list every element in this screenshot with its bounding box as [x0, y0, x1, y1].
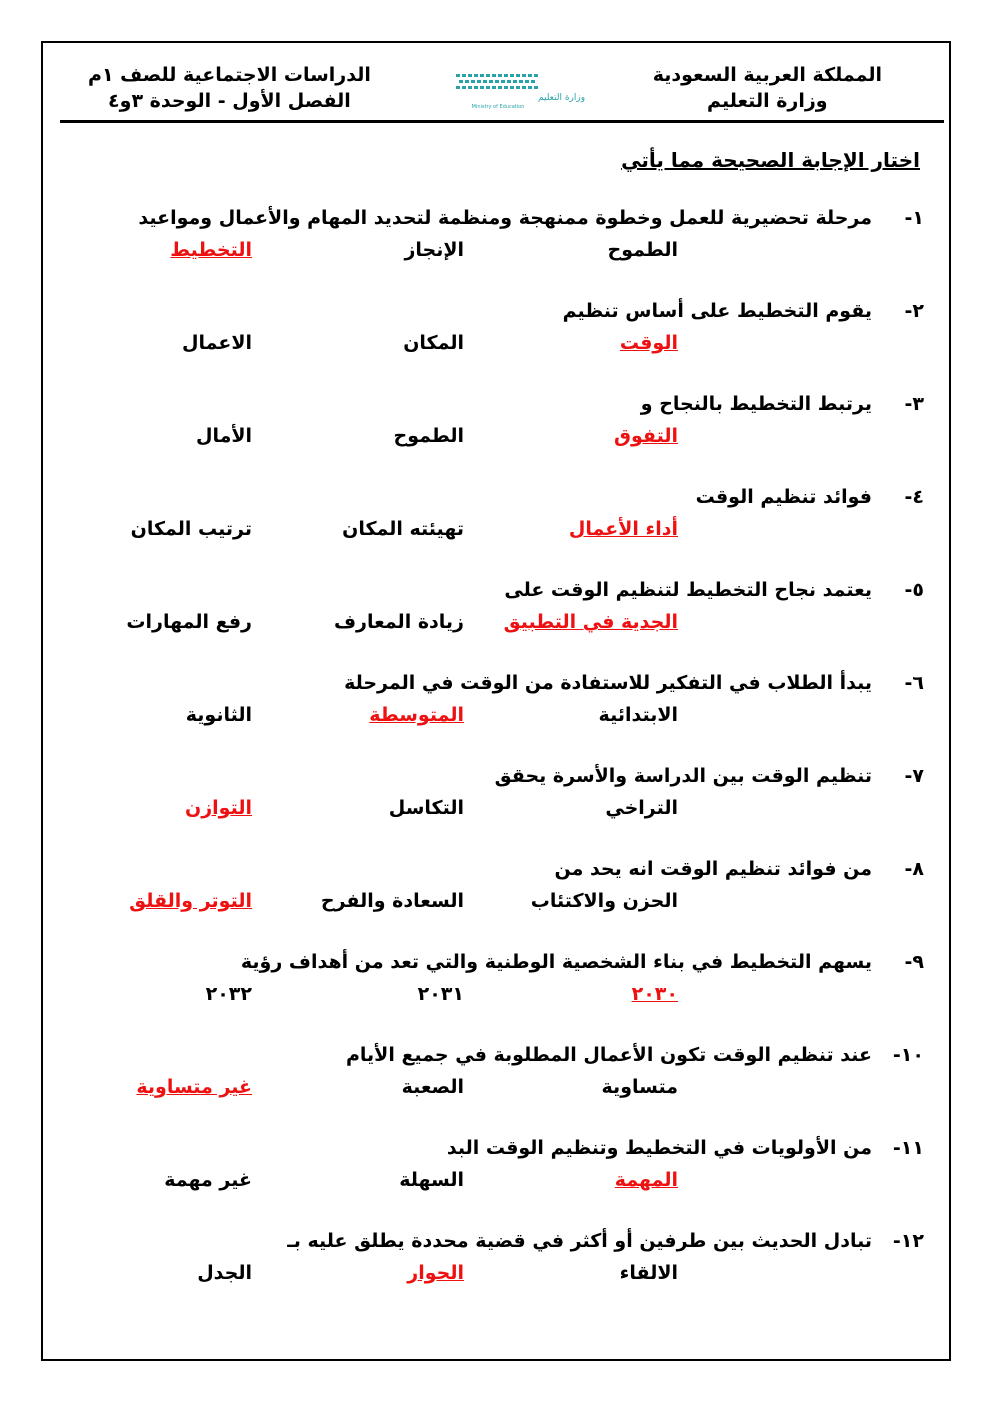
- question-number: ٢-: [904, 300, 924, 322]
- correct-answer-option[interactable]: غير متساوية: [136, 1076, 252, 1098]
- answer-option[interactable]: الطموح: [607, 239, 678, 261]
- question-item: [60, 765, 924, 845]
- logo-english-text: Ministry of Education: [471, 104, 525, 110]
- header-left: [88, 62, 371, 114]
- question-number: ٦-: [904, 672, 924, 694]
- answer-option[interactable]: تهيئته المكان: [342, 518, 464, 540]
- correct-answer-option[interactable]: التوتر والقلق: [129, 890, 252, 912]
- correct-answer-option[interactable]: ٢٠٣٠: [631, 983, 678, 1005]
- question-number: ١١-: [892, 1137, 924, 1159]
- question-number: ٨-: [904, 858, 924, 880]
- question-item: [60, 1230, 924, 1310]
- answer-option[interactable]: الأمال: [195, 425, 252, 447]
- answer-option[interactable]: الطموح: [393, 425, 464, 447]
- answer-option[interactable]: الالقاء: [619, 1262, 678, 1284]
- question-item: [60, 1044, 924, 1124]
- answer-option[interactable]: الحزن والاكتئاب: [530, 890, 678, 912]
- answer-option[interactable]: الصعبة: [401, 1076, 464, 1098]
- question-number: ٥-: [904, 579, 924, 601]
- question-number: ١-: [904, 207, 924, 229]
- question-item: [60, 393, 924, 473]
- question-text: مرحلة تحضيرية للعمل وخطوة ممنهجة ومنظمة لتحديد المهام والأعمال ومواعيد: [138, 207, 872, 229]
- correct-answer-option[interactable]: التفوق: [614, 425, 678, 447]
- question-item: [60, 951, 924, 1031]
- instruction-title: اختار الإجابة الصحيحة مما يأتي: [621, 148, 920, 172]
- question-number: ١٠-: [892, 1044, 924, 1066]
- question-text: يرتبط التخطيط بالنجاح و: [640, 393, 872, 415]
- ministry-title: وزارة التعليم: [707, 90, 828, 112]
- question-text: يقوم التخطيط على أساس تنظيم: [562, 300, 872, 322]
- question-text: تبادل الحديث بين طرفين أو أكثر في قضية محددة يطلق عليه بـ: [287, 1230, 872, 1252]
- correct-answer-option[interactable]: التوازن: [185, 797, 252, 819]
- answer-option[interactable]: الابتدائية: [598, 704, 678, 726]
- question-text: من الأولويات في التخطيط وتنظيم الوقت البد: [446, 1137, 872, 1159]
- question-text: يسهم التخطيط في بناء الشخصية الوطنية والتي تعد من أهداف رؤية: [240, 951, 872, 973]
- question-number: ٣-: [904, 393, 924, 415]
- correct-answer-option[interactable]: التخطيط: [170, 239, 252, 261]
- answer-option[interactable]: ٢٠٣١: [417, 983, 464, 1005]
- question-item: [60, 207, 924, 287]
- answer-option[interactable]: الاعمال: [182, 332, 252, 354]
- correct-answer-option[interactable]: المتوسطة: [369, 704, 464, 726]
- answer-option[interactable]: زيادة المعارف: [333, 611, 464, 633]
- header-right: [653, 62, 882, 114]
- question-text: فوائد تنظيم الوقت: [695, 486, 872, 508]
- correct-answer-option[interactable]: المهمة: [614, 1169, 678, 1191]
- question-text: تنظيم الوقت بين الدراسة والأسرة يحقق: [494, 765, 872, 787]
- answer-option[interactable]: التكاسل: [388, 797, 464, 819]
- question-item: [60, 858, 924, 938]
- logo-arabic-text: وزارة التعليم: [538, 93, 586, 103]
- answer-option[interactable]: رفع المهارات: [126, 611, 252, 633]
- answer-option[interactable]: السهلة: [399, 1169, 464, 1191]
- answer-option[interactable]: متساوية: [601, 1076, 678, 1098]
- answer-option[interactable]: الجدل: [197, 1262, 252, 1284]
- answer-option[interactable]: السعادة والفرح: [320, 890, 464, 912]
- question-item: [60, 579, 924, 659]
- kingdom-title: المملكة العربية السعودية: [652, 64, 882, 86]
- question-text: من فوائد تنظيم الوقت انه يحد من: [554, 858, 872, 880]
- answer-option[interactable]: التراخي: [605, 797, 678, 819]
- answer-option[interactable]: ٢٠٣٢: [205, 983, 252, 1005]
- question-item: [60, 300, 924, 380]
- correct-answer-option[interactable]: الوقت: [619, 332, 678, 354]
- question-text: يعتمد نجاح التخطيط لتنظيم الوقت على: [504, 579, 872, 601]
- answer-option[interactable]: الإنجاز: [404, 239, 464, 261]
- correct-answer-option[interactable]: الجدية في التطبيق: [503, 611, 678, 633]
- question-text: عند تنظيم الوقت تكون الأعمال المطلوبة في جميع الأيام: [345, 1044, 872, 1066]
- question-number: ٤-: [904, 486, 924, 508]
- question-item: [60, 1137, 924, 1217]
- unit-title: الفصل الأول - الوحدة ٣و٤: [108, 90, 351, 112]
- answer-option[interactable]: ترتيب المكان: [130, 518, 252, 540]
- answer-option[interactable]: الثانوية: [185, 704, 252, 726]
- question-item: [60, 486, 924, 566]
- answer-option[interactable]: المكان: [403, 332, 464, 354]
- correct-answer-option[interactable]: أداء الأعمال: [568, 518, 678, 540]
- question-text: يبدأ الطلاب في التفكير للاستفادة من الوقت في المرحلة: [344, 672, 872, 694]
- answer-option[interactable]: غير مهمة: [164, 1169, 252, 1191]
- header-divider: [60, 120, 944, 123]
- correct-answer-option[interactable]: الحوار: [407, 1262, 464, 1284]
- question-number: ١٢-: [892, 1230, 924, 1252]
- question-number: ٩-: [904, 951, 924, 973]
- question-number: ٧-: [904, 765, 924, 787]
- question-item: [60, 672, 924, 752]
- subject-title: الدراسات الاجتماعية للصف ١م: [88, 64, 371, 86]
- ministry-logo: [452, 70, 586, 110]
